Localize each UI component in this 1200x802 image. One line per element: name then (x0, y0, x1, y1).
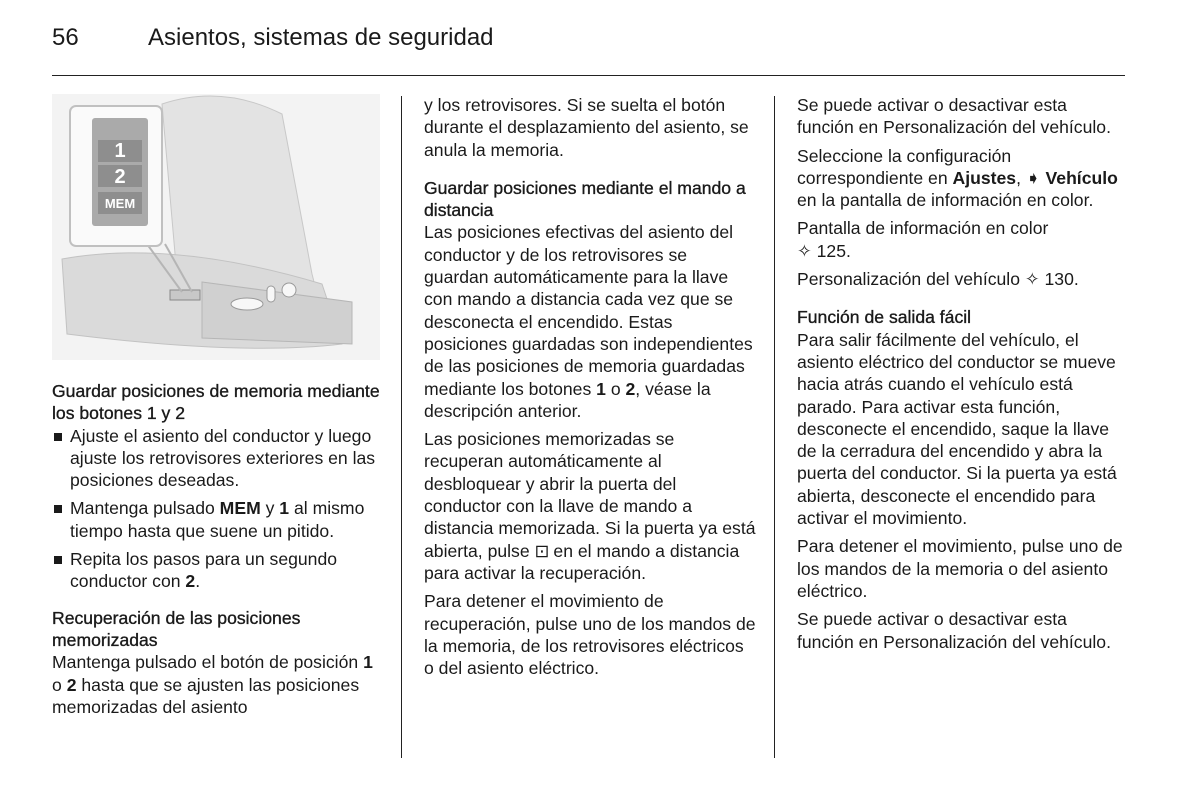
page-number: 56 (52, 24, 79, 51)
paragraph-personalization-2: Se puede activar o desactivar esta función en Personalización del vehículo. (797, 609, 1111, 652)
heading-recall-positions: Recuperación de las posiciones memorizadas (52, 607, 301, 650)
paragraph-personalization: Se puede activar o desactivar esta función en Personalización del vehículo. (797, 95, 1111, 138)
header-rule (52, 75, 1125, 76)
list-item: Repita los pasos para un segundo conductor con 2. (52, 548, 380, 593)
paragraph-recall: Mantenga pulsado el botón de posición 1 o 2 hasta que se ajusten las posiciones memorizadas del asiento (52, 652, 373, 717)
paragraph-color-display-ref: Pantalla de información en color ✧ 125. (797, 218, 1049, 261)
memory-button-2: 2 (114, 166, 126, 188)
list-item: Ajuste el asiento del conductor y luego ajuste los retrovisores exteriores en las posiciones deseadas. (52, 425, 380, 492)
section-title: Asientos, sistemas de seguridad (148, 24, 494, 51)
paragraph-select-setting: Seleccione la configuración correspondiente en Ajustes, ➧ Vehículo en la pantalla de información en color. (797, 145, 1118, 211)
paragraph-personalization-ref: Personalización del vehículo ✧ 130. (797, 269, 1079, 290)
page-ref-125[interactable]: ✧ 125. (797, 240, 851, 261)
paragraph-continued: y los retrovisores. Si se suelta el botón durante el desplazamiento del asiento, se anula la memoria. (424, 95, 749, 160)
list-item: Mantenga pulsado MEM y 1 al mismo tiempo hasta que suene un pitido. (52, 497, 380, 542)
column-1 (52, 94, 380, 724)
memory-button-1: 1 (114, 140, 126, 162)
paragraph-easy-exit: Para salir fácilmente del vehículo, el asiento eléctrico del conductor se mueve hacia atrás cuando el vehículo está parado. Para activar esta función, desconecte el encendido, saque la llave de la cerradura del encendido y abra la puerta del conductor. Si la puerta ya está abierta, desconecte el encendido para activar el movimiento. (797, 329, 1117, 529)
column-2 (424, 94, 756, 685)
column-divider-1 (401, 96, 402, 758)
memory-button-mem: MEM (104, 196, 136, 211)
paragraph-remote-save: Las posiciones efectivas del asiento del conductor y de los retrovisores se guardan automáticamente para la llave con mando a distancia cada vez que se desconecta el encendido. Estas posiciones guardadas son independientes de las posiciones de memoria guardadas mediante los botones 1 o 2, véase la descripción anterior. (424, 222, 753, 421)
remote-unlock-icon: ⊡ (534, 540, 550, 561)
seat-memory-illustration (52, 94, 380, 360)
heading-save-with-remote: Guardar posiciones mediante el mando a distancia (424, 177, 746, 221)
page-ref-130[interactable]: ✧ 130. (1024, 269, 1079, 290)
arrow-icon: ➧ (1025, 167, 1041, 188)
heading-save-with-buttons: Guardar posiciones de memoria mediante los botones 1 y 2 (52, 381, 380, 424)
paragraph-remote-recall: Las posiciones memorizadas se recuperan automáticamente al desbloquear y abrir la puerta del conductor con la llave de mando a distancia memorizada. Si la puerta ya está abierta, pulse ⊡ en el mando a distancia para activar la recuperación. (424, 429, 756, 583)
save-steps-list (52, 425, 380, 593)
heading-easy-exit: Función de salida fácil (797, 307, 972, 328)
paragraph-stop-movement: Para detener el movimiento, pulse uno de los mandos de la memoria o del asiento eléctrico. (797, 536, 1123, 601)
column-3 (797, 94, 1127, 659)
paragraph-stop-recall: Para detener el movimiento de recuperación, pulse uno de los mandos de la memoria, de los retrovisores eléctricos o del asiento eléctrico. (424, 591, 756, 679)
column-divider-2 (774, 96, 775, 758)
